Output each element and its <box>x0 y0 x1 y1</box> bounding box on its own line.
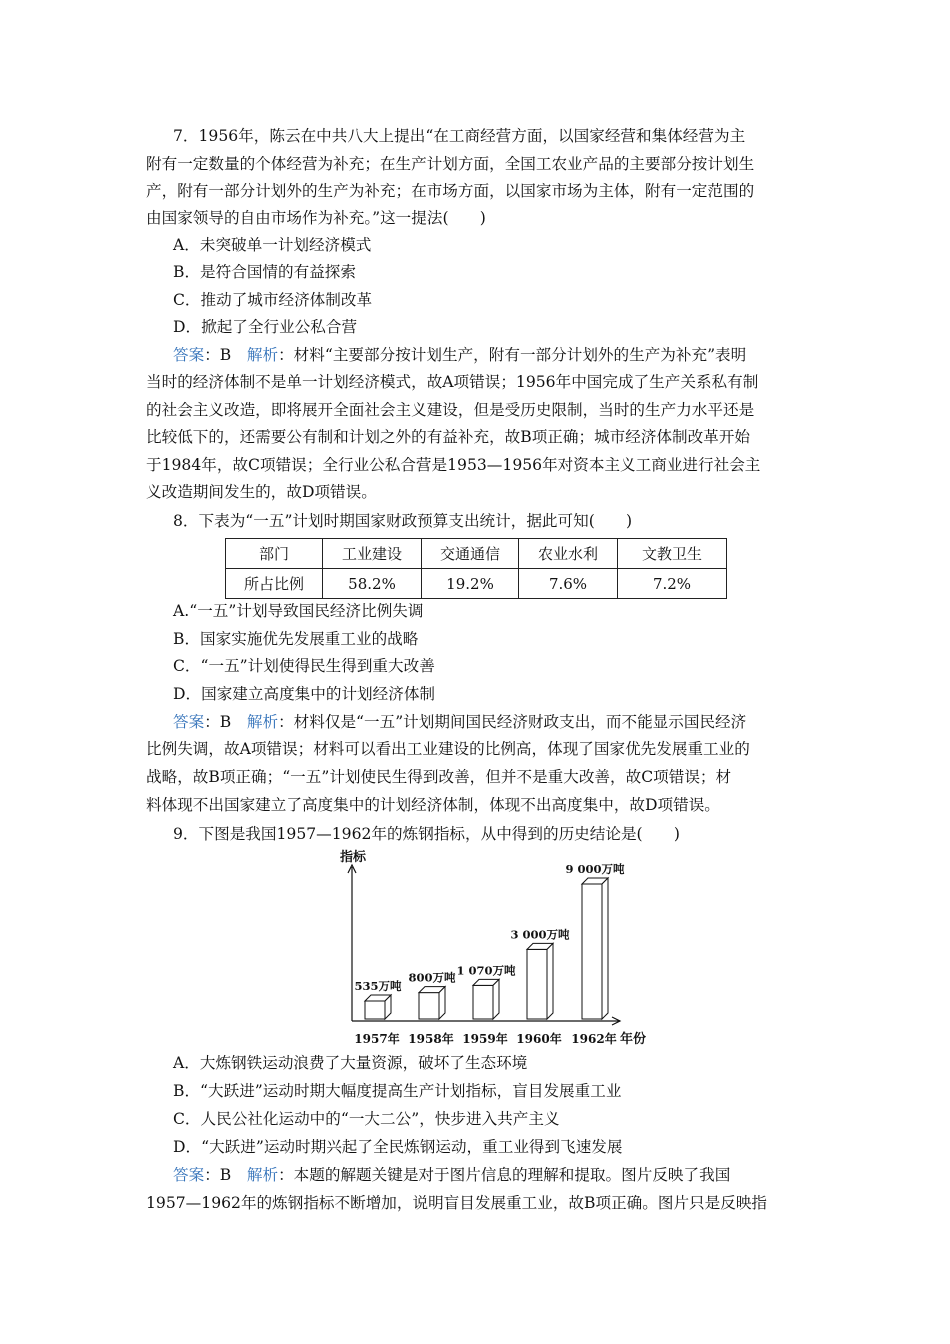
table-row <box>226 569 727 599</box>
answer-value: ：B <box>204 346 247 364</box>
table-header-cell: 部门 <box>226 539 323 569</box>
x-tick-label: 1960年 <box>516 1032 562 1046</box>
x-tick-label: 1959年 <box>462 1032 508 1046</box>
analysis-text: ：材料“主要部分按计划生产，附有一部分计划外的生产为补充”表明 <box>278 346 747 364</box>
q9-option-d: D．“大跃进”运动时期兴起了全民炼钢运动，重工业得到飞速发展 <box>173 1138 623 1156</box>
q7-line-2: 附有一定数量的个体经营为补充；在生产计划方面，全国工农业产品的主要部分按计划生 <box>146 155 755 173</box>
bar-data-label: 9 000万吨 <box>565 862 625 876</box>
q8-option-a: A.“一五”计划导致国民经济比例失调 <box>173 602 424 620</box>
table-cell: 7.2% <box>618 569 727 599</box>
table-header-cell: 工业建设 <box>323 539 422 569</box>
q7-option-d: D．掀起了全行业公私合营 <box>173 318 358 336</box>
x-tick-label: 1962年 <box>571 1032 617 1046</box>
q9-option-b: B．“大跃进”运动时期大幅度提高生产计划指标，盲目发展重工业 <box>173 1082 622 1100</box>
table-cell: 19.2% <box>422 569 519 599</box>
q7-line-1: 7．1956年，陈云在中共八大上提出“在工商经营方面，以国家经营和集体经营为主 <box>173 127 746 145</box>
q7-analysis-line-6: 义改造期间发生的，故D项错误。 <box>146 483 377 501</box>
table-header-row <box>226 539 727 569</box>
q8-option-b: B．国家实施优先发展重工业的战略 <box>173 630 419 648</box>
bar-data-label: 1 070万吨 <box>456 963 516 978</box>
table-header-cell: 交通通信 <box>422 539 519 569</box>
analysis-text: ：本题的解题关键是对于图片信息的理解和提取。图片反映了我国 <box>278 1166 731 1184</box>
bar-side <box>602 878 608 1019</box>
answer-value: ：B <box>204 713 247 731</box>
bar-side <box>493 979 499 1019</box>
q8-option-d: D．国家建立高度集中的计划经济体制 <box>173 685 436 703</box>
table-cell: 58.2% <box>323 569 422 599</box>
x-tick-label: 1957年 <box>354 1032 400 1046</box>
y-axis-label: 指标 <box>340 850 367 865</box>
analysis-label: 解析 <box>246 346 279 364</box>
q8-answer-line <box>173 708 746 736</box>
q9-stem: 9．下图是我国1957—1962年的炼钢指标，从中得到的历史结论是( ) <box>173 825 680 843</box>
q8-option-c: C．“一五”计划使得民生得到重大改善 <box>173 657 435 675</box>
q7-line-4: 由国家领导的自由市场作为补充。”这一提法( ) <box>146 209 486 227</box>
q7-analysis-line-2: 当时的经济体制不是单一计划经济模式，故A项错误；1956年中国完成了生产关系私有制 <box>146 373 759 391</box>
analysis-text: ：材料仅是“一五”计划期间国民经济财政支出，而不能显示国民经济 <box>278 713 747 731</box>
q7-analysis-line-4: 比较低下的，还需要公有制和计划之外的有益补充，故B项正确；城市经济体制改革开始 <box>146 428 751 446</box>
bar-side <box>439 987 445 1019</box>
x-tick-label: 1958年 <box>408 1032 454 1046</box>
answer-label: 答案 <box>173 346 205 364</box>
bar-front <box>527 949 547 1019</box>
q8-analysis-line-4: 料体现不出国家建立了高度集中的计划经济体制，体现不出高度集中，故D项错误。 <box>146 796 720 814</box>
steel-target-chart <box>320 845 680 1055</box>
q7-option-c: C．推动了城市经济体制改革 <box>173 291 373 309</box>
table-header-cell: 农业水利 <box>519 539 618 569</box>
q7-analysis-line-3: 的社会主义改造，即将展开全面社会主义建设，但是受历史限制，当时的生产力水平还是 <box>146 401 755 419</box>
analysis-label: 解析 <box>246 1166 279 1184</box>
bar-data-label: 800万吨 <box>408 970 456 985</box>
answer-value: ：B <box>204 1166 247 1184</box>
q7-option-a: A．未突破单一计划经济模式 <box>173 236 372 254</box>
bar-front <box>419 993 439 1019</box>
q8-analysis-line-2: 比例失调，故A项错误；材料可以看出工业建设的比例高，体现了国家优先发展重工业的 <box>146 740 750 758</box>
q7-option-b: B．是符合国情的有益探索 <box>173 263 356 281</box>
q9-option-c: C．人民公社化运动中的“一大二公”，快步进入共产主义 <box>173 1110 560 1128</box>
q8-stem: 8．下表为“一五”计划时期国家财政预算支出统计，据此可知( ) <box>173 512 633 530</box>
analysis-label: 解析 <box>246 713 279 731</box>
q9-answer-line <box>173 1161 730 1189</box>
q9-option-a: A．大炼钢铁运动浪费了大量资源，破坏了生态环境 <box>173 1054 528 1072</box>
q7-analysis-line-5: 于1984年，故C项错误；全行业公私合营是1953—1956年对资本主义工商业进行社会主 <box>146 456 761 474</box>
answer-label: 答案 <box>173 1166 205 1184</box>
bar-side <box>547 943 553 1019</box>
table-cell: 7.6% <box>519 569 618 599</box>
x-axis-label: 年份 <box>620 1032 647 1047</box>
bar-front <box>582 884 602 1019</box>
bar-data-label: 535万吨 <box>354 979 402 993</box>
q9-analysis-line-2: 1957—1962年的炼钢指标不断增加，说明盲目发展重工业，故B项正确。图片只是反映指 <box>146 1194 768 1212</box>
bar-front <box>365 1001 385 1019</box>
table-cell: 所占比例 <box>226 569 323 599</box>
q8-analysis-line-3: 战略，故B项正确；“一五”计划使民生得到改善，但并不是重大改善，故C项错误；材 <box>146 768 732 786</box>
bar-data-label: 3 000万吨 <box>510 927 570 942</box>
budget-table <box>225 538 727 599</box>
answer-label: 答案 <box>173 713 205 731</box>
q7-answer-line <box>173 341 746 369</box>
table-header-cell: 文教卫生 <box>618 539 727 569</box>
q7-line-3: 产，附有一部分计划外的生产为补充；在市场方面，以国家市场为主体，附有一定范围的 <box>146 182 755 200</box>
bar-front <box>473 985 493 1019</box>
